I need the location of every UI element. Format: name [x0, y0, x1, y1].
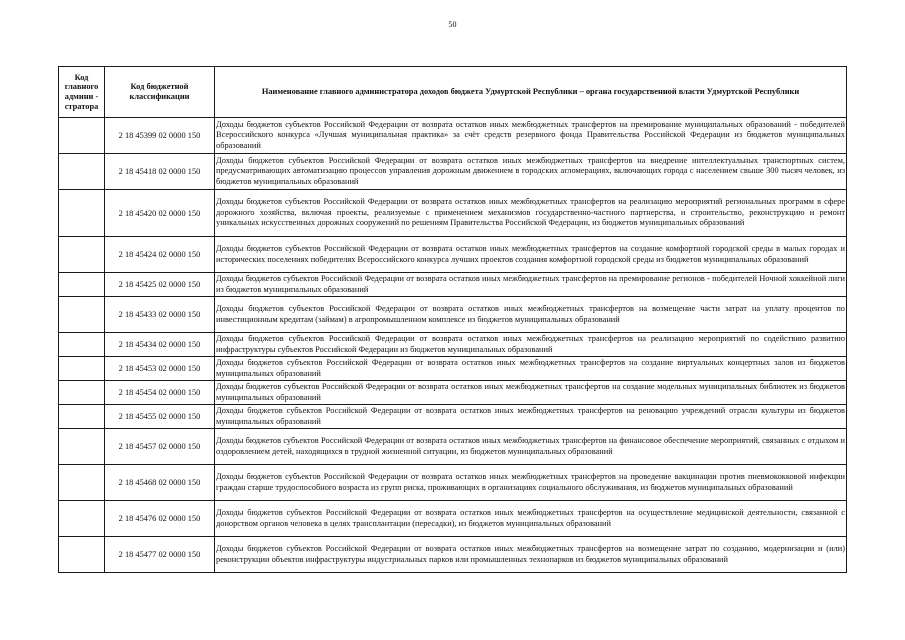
row-admin-code	[59, 357, 105, 381]
row-admin-code	[59, 333, 105, 357]
table-body	[59, 118, 847, 573]
row-description: Доходы бюджетов субъектов Российской Федерации от возврата остатков иных межбюджетных трансфертов на возмещение части затрат на уплату процентов по инвестиционным кредитам (займам) в агропромышленном комплексе из бюджетов муниципальных образований	[215, 297, 847, 333]
row-budget-code: 2 18 45457 02 0000 150	[105, 429, 215, 465]
row-budget-code: 2 18 45399 02 0000 150	[105, 118, 215, 154]
table-row	[59, 118, 847, 154]
row-description: Доходы бюджетов субъектов Российской Федерации от возврата остатков иных межбюджетных трансфертов на премирование муниципальных образований - победителей Всероссийского конкурса «Лучшая муниципальная практика» за счёт средств резервного фонда Правительства Российской Федерации из бюджетов муниципальных образований	[215, 118, 847, 154]
row-budget-code: 2 18 45454 02 0000 150	[105, 381, 215, 405]
header-budget-classification-code: Код бюджетной классификации	[105, 67, 215, 118]
row-admin-code	[59, 429, 105, 465]
row-admin-code	[59, 501, 105, 537]
table-row	[59, 190, 847, 237]
row-description: Доходы бюджетов субъектов Российской Федерации от возврата остатков иных межбюджетных трансфертов на возмещение затрат по созданию, модернизации и (или) реконструкции объектов инфраструктуры индустриальных парков или промышленных технопарков из бюджетов муниципальных образований	[215, 537, 847, 573]
row-budget-code: 2 18 45453 02 0000 150	[105, 357, 215, 381]
row-description: Доходы бюджетов субъектов Российской Федерации от возврата остатков иных межбюджетных трансфертов на создание комфортной городской среды в малых городах и исторических поселениях победителях Всероссийского конкурса лучших проектов создания комфортной городской среды из бюджетов муниципальных образований	[215, 237, 847, 273]
table-row	[59, 273, 847, 297]
row-budget-code: 2 18 45418 02 0000 150	[105, 154, 215, 190]
table-header-row	[59, 67, 847, 118]
row-description: Доходы бюджетов субъектов Российской Федерации от возврата остатков иных межбюджетных трансфертов на осуществление медицинской деятельности, связанной с донорством органов человека в целях трансплантации (пересадки), из бюджетов муниципальных образований	[215, 501, 847, 537]
row-description: Доходы бюджетов субъектов Российской Федерации от возврата остатков иных межбюджетных трансфертов на реализацию мероприятий по содействию развитию инфраструктуры субъектов Российской Федерации из бюджетов муниципальных образований	[215, 333, 847, 357]
row-budget-code: 2 18 45434 02 0000 150	[105, 333, 215, 357]
row-admin-code	[59, 465, 105, 501]
row-admin-code	[59, 154, 105, 190]
row-description: Доходы бюджетов субъектов Российской Федерации от возврата остатков иных межбюджетных трансфертов на создание виртуальных концертных залов из бюджетов муниципальных образований	[215, 357, 847, 381]
table-row	[59, 357, 847, 381]
row-budget-code: 2 18 45424 02 0000 150	[105, 237, 215, 273]
row-description: Доходы бюджетов субъектов Российской Федерации от возврата остатков иных межбюджетных трансфертов на проведение вакцинации против пневмококковой инфекции граждан старше трудоспособного возраста из групп риска, проживающих в организациях социального обслуживания, из бюджетов муниципальных образований	[215, 465, 847, 501]
table-row	[59, 333, 847, 357]
revenue-codes-table	[58, 66, 847, 573]
table-row	[59, 405, 847, 429]
row-budget-code: 2 18 45455 02 0000 150	[105, 405, 215, 429]
row-budget-code: 2 18 45433 02 0000 150	[105, 297, 215, 333]
row-budget-code: 2 18 45476 02 0000 150	[105, 501, 215, 537]
table-row	[59, 501, 847, 537]
row-budget-code: 2 18 45425 02 0000 150	[105, 273, 215, 297]
row-admin-code	[59, 297, 105, 333]
header-admin-code: Код главного админи - стратора	[59, 67, 105, 118]
row-description: Доходы бюджетов субъектов Российской Федерации от возврата остатков иных межбюджетных трансфертов на реализацию мероприятий региональных программ в сфере дорожного хозяйства, включая проекты, реализуемые с применением механизмов государственно-частного партнерства, и строительство, реконструкцию и ремонт уникальных искусственных дорожных сооружений по решениям Правительства Российской Федерации, из бюджетов муниципальных образований	[215, 190, 847, 237]
row-admin-code	[59, 405, 105, 429]
table-row	[59, 465, 847, 501]
row-admin-code	[59, 190, 105, 237]
row-budget-code: 2 18 45477 02 0000 150	[105, 537, 215, 573]
row-admin-code	[59, 237, 105, 273]
page-number: 50	[448, 20, 457, 29]
row-budget-code: 2 18 45468 02 0000 150	[105, 465, 215, 501]
header-administrator-name: Наименование главного администратора доходов бюджета Удмуртской Республики – органа государственной власти Удмуртской Республики	[215, 67, 847, 118]
row-admin-code	[59, 118, 105, 154]
row-description: Доходы бюджетов субъектов Российской Федерации от возврата остатков иных межбюджетных трансфертов на финансовое обеспечение мероприятий, связанных с отдыхом и оздоровлением детей, находящихся в трудной жизненной ситуации, из бюджетов муниципальных образований	[215, 429, 847, 465]
table-row	[59, 381, 847, 405]
row-description: Доходы бюджетов субъектов Российской Федерации от возврата остатков иных межбюджетных трансфертов на премирование регионов - победителей Ночной хоккейной лиги из бюджетов муниципальных образований	[215, 273, 847, 297]
table-row	[59, 297, 847, 333]
row-description: Доходы бюджетов субъектов Российской Федерации от возврата остатков иных межбюджетных трансфертов на реновацию учреждений отрасли культуры из бюджетов муниципальных образований	[215, 405, 847, 429]
row-description: Доходы бюджетов субъектов Российской Федерации от возврата остатков иных межбюджетных трансфертов на создание модельных муниципальных библиотек из бюджетов муниципальных образований	[215, 381, 847, 405]
row-admin-code	[59, 273, 105, 297]
row-description: Доходы бюджетов субъектов Российской Федерации от возврата остатков иных межбюджетных трансфертов на внедрение интеллектуальных транспортных систем, предусматривающих автоматизацию процессов управления дорожным движением в городских агломерациях, включающих города с населением свыше 300 тысяч человек, из бюджетов муниципальных образований	[215, 154, 847, 190]
row-budget-code: 2 18 45420 02 0000 150	[105, 190, 215, 237]
row-admin-code	[59, 537, 105, 573]
table-row	[59, 154, 847, 190]
table-row	[59, 237, 847, 273]
table-row	[59, 537, 847, 573]
row-admin-code	[59, 381, 105, 405]
table-row	[59, 429, 847, 465]
